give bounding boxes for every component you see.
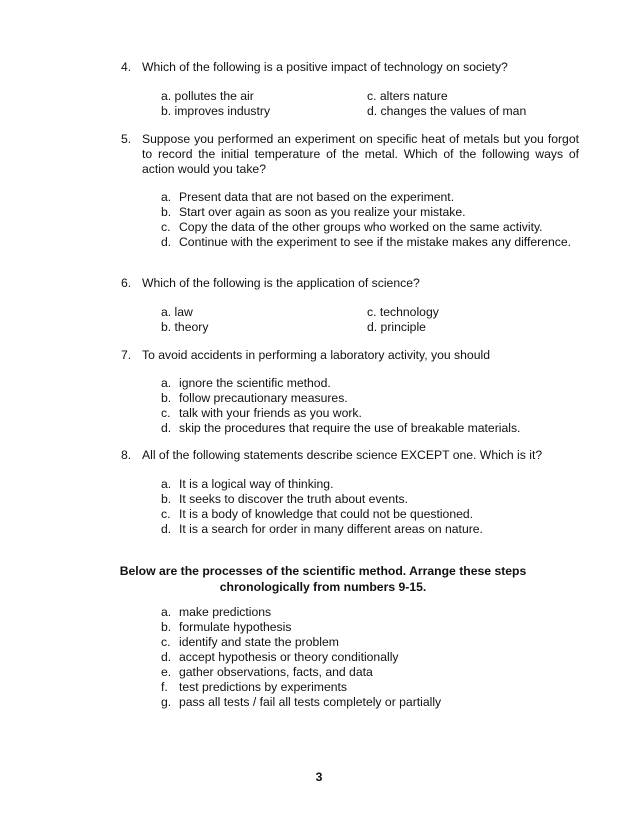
question-5-options [161,190,579,250]
question-text: To avoid accidents in performing a laboratory activity, you should [142,348,490,362]
option-b: b. Start over again as soon as you realize your mistake. [161,205,466,219]
question-number: 5. [121,132,132,146]
option-a: a. pollutes the air [161,89,254,103]
question-number: 6. [121,276,132,290]
option-d: d. changes the values of man [367,104,527,118]
option-c: c. alters nature [367,89,448,103]
option-a: a. Present data that are not based on the experiment. [161,190,455,204]
option-a: a. It is a logical way of thinking. [161,477,334,491]
option-b: b. improves industry [161,104,271,118]
step-e: e. gather observations, facts, and data [161,665,373,679]
option-c: c. technology [367,305,439,319]
question-4-options [161,89,541,119]
step-a: a. make predictions [161,605,272,619]
question-6 [121,276,579,291]
instructions-line-2: chronologically from numbers 9-15. [219,580,427,594]
option-c: c. Copy the data of the other groups who worked on the same activity. [161,220,543,234]
question-4 [121,60,579,75]
option-c: c. It is a body of knowledge that could not be questioned. [161,507,474,521]
step-b: b. formulate hypothesis [161,620,292,634]
question-number: 7. [121,348,132,362]
question-text: Suppose you performed an experiment on specific heat of metals but you forgot to record the initial temperature of the metal. Which of the following ways of action would you take? [142,132,579,176]
question-text: Which of the following is a positive impact of technology on society? [142,60,508,74]
step-d: d. accept hypothesis or theory conditionally [161,650,399,664]
question-5 [121,132,579,177]
option-d: d. Continue with the experiment to see if the mistake makes any difference. [161,235,572,249]
option-d: d. principle [367,320,426,334]
option-a: a. ignore the scientific method. [161,376,331,390]
page-number: 3 [315,770,323,784]
question-6-options [161,305,541,335]
question-7 [121,348,579,363]
option-b: b. theory [161,320,209,334]
instructions-line-1: Below are the processes of the scientific method. Arrange these steps [119,564,527,578]
question-text: Which of the following is the application of science? [142,276,420,290]
step-g: g. pass all tests / fail all tests completely or partially [161,695,442,709]
option-d: d. skip the procedures that require the use of breakable materials. [161,421,521,435]
option-d: d. It is a search for order in many different areas on nature. [161,522,483,536]
option-c: c. talk with your friends as you work. [161,406,362,420]
option-b: b. follow precautionary measures. [161,391,348,405]
question-8 [121,448,579,463]
step-f: f. test predictions by experiments [161,680,347,694]
question-number: 4. [121,60,132,74]
question-8-options [161,477,579,537]
question-number: 8. [121,448,132,462]
option-a: a. law [161,305,193,319]
question-7-options [161,376,579,436]
option-b: b. It seeks to discover the truth about events. [161,492,408,506]
question-text: All of the following statements describe science EXCEPT one. Which is it? [142,448,543,462]
section-instructions [100,563,546,595]
scientific-method-steps [161,605,579,710]
step-c: c. identify and state the problem [161,635,339,649]
